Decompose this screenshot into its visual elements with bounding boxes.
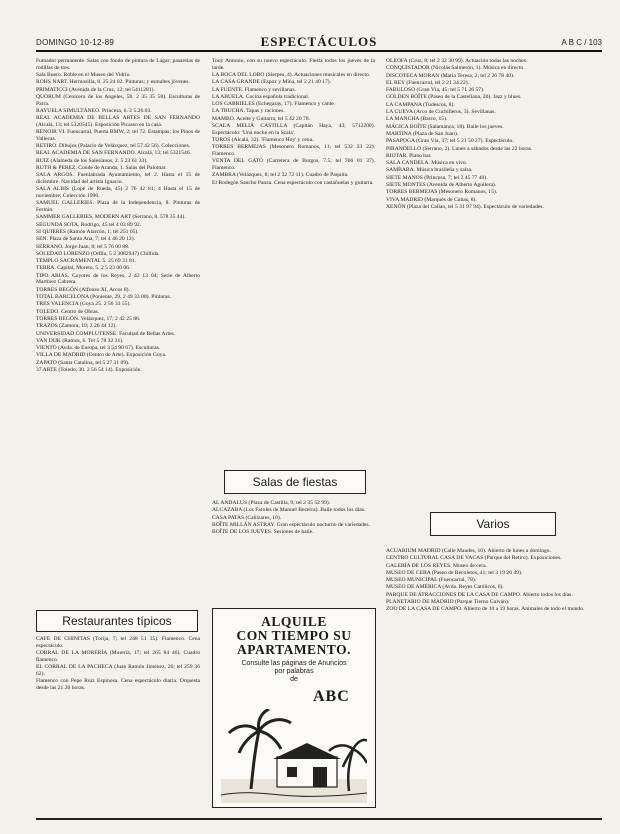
listing-entry: BOÎTE DE LOS JUEVES. Sesiones de baile.: [212, 529, 314, 536]
listing-entry: SOLEDAD LORENZO (Orfila, 5 2 3082947) Chillida.: [36, 250, 160, 257]
listing-entry: MÁGICA BOÎTE (Salamanca, 18). Baile los jueves.: [386, 123, 504, 130]
listing-entry: TORRES BEGÓN. Velázquez, 17; 2 42 25 86.: [36, 315, 141, 322]
listing-entry: LA TRUCHA. Tapas y raciones.: [212, 108, 285, 115]
listing-entry: LA MANCHA (Barco, 15).: [386, 116, 448, 123]
listing-entry: RUTH & PEREZ. Conde de Aranda, 1. Salas del Palomar.: [36, 165, 167, 172]
issue-date: DOMINGO 10-12-89: [36, 38, 115, 47]
ad-headline-line1: ALQUILE: [261, 614, 327, 629]
listing-entry: BOÎTE MILLÁN ASTRAY. Gran espectáculo nocturno de variedades.: [212, 521, 370, 528]
listing-entry: SALA ALBIS (Lope de Rueda, 45) 2 76 42 81; 4 Hasta el 15 de noviembre; Colección 1990.: [36, 186, 200, 200]
listing-entry: CASA PATAS (Cañizares, 10).: [212, 514, 282, 521]
listing-entry: ROHS NART. Hermosilla, 8. 25 24 02. Pinturas; y esmaltes jóvenes.: [36, 79, 190, 86]
listing-entry: REAL ACADEMIA DE BELLAS ARTES DE SAN FERNANDO (Alcalá, 13; tel 5320545). Esposición Picasso en la casa.: [36, 115, 200, 128]
listing-entry: Sala Buero. Roble en el Museo del Vidrio.: [36, 72, 131, 78]
listing-entry: SEGUNDA SOTA. Rodrigo, 45 tel 4 03 89 92.: [36, 221, 142, 228]
page-number: A B C / 103: [561, 38, 602, 47]
listing-entry: AL ANDALUS (Plaza de Castilla, 9; tel 2 35 52 99).: [212, 500, 331, 506]
restaurantes-heading-text: Restaurantes típicos: [62, 614, 172, 628]
listing-entry: SI QUIERES (Ramón Alarcón, 1; tel 251 05).: [36, 228, 139, 235]
listing-entry: VIVA MADRID (Marqués de Cubas, 8).: [386, 196, 477, 203]
listing-entry: TOTAL BARCELONA (Poniente, 29. 2 49 33 00). Pinturas.: [36, 294, 172, 301]
listing-entry: PLANETARIO DE MADRID (Parque Tierno Galván).: [386, 599, 510, 606]
listing-entry: 37 ARTE (Toledo, 30. 2 56 54 14). Exposición.: [36, 367, 142, 374]
page-bottom-rule: [36, 818, 602, 820]
salas-heading-text: Salas de fiestas: [252, 475, 338, 489]
listing-entry: SAMUEL GALLERIES. Plaza de la Independencia, 8. Pinturas de Fermin.: [36, 200, 200, 214]
listing-entry: RAYUELA SIMULTÁNEO. Princesa, 6. 2 5.26.03.: [36, 107, 152, 114]
listings-column-1: [36, 58, 200, 602]
listing-entry: RETIRO. Dibujos (Palacio de Velázquez, tel 57 42 56). Colecciones.: [36, 143, 191, 150]
listing-entry: ZAPATO (Santa Catalina, tel 5 27 31 09).: [36, 359, 130, 366]
ad-headline-line2: CON TIEMPO SU: [236, 628, 352, 643]
listing-entry: ZOO DE LA CASA DE CAMPO. Abierto de 10 a 19 horas. Animales de todo el mundo.: [386, 606, 585, 613]
listing-entry: TRES VALENCIA (Goya 25. 2 56 33 55).: [36, 301, 131, 308]
ad-subtext-line3: de: [290, 676, 298, 683]
varios-listings: [386, 548, 602, 808]
listing-entry: GOLDEN BOÎTE (Paseo de la Castellana, 20). Jazz y blues.: [386, 94, 522, 101]
listing-entry: FABULOSO (Gran Vía, 45; tel 5 71 26 57).: [386, 87, 485, 94]
listing-entry: LA CASA GRANDE (Espoz y Mina, tel 2 21 40 17).: [212, 79, 332, 86]
listing-entry: CENTRO CULTURAL CASA DE VACAS (Parque del Retiro). Exposiciones.: [386, 555, 562, 562]
listing-entry: SERRANO. Jorge Juan, 8; tel 5 76 00 88.: [36, 243, 130, 250]
page-header: [36, 34, 602, 52]
listing-entry: REAL ACADEMIA DE SAN FERNANDO. Alcalá, 13; tel 5321546.: [36, 150, 192, 157]
listing-entry: El Bodegón Sancho Panza. Cena espectáculo con castañuelas y guitarra.: [212, 179, 374, 186]
section-heading-salas: [224, 470, 366, 494]
listing-entry: TRAZOS (Zamora, 19; 2 26 44 12).: [36, 323, 117, 330]
listing-entry: TEMPLO SACRAMENTAL 5. 25 69 31 81.: [36, 258, 137, 265]
listing-entry: Tony Antonio, con su nuevo espectáculo. Fiesta todos los jueves de la tarde.: [212, 58, 375, 71]
listing-entry: LA FUENTE. Flamenco y sevillanas.: [212, 86, 296, 93]
listing-entry: Fumador permanente. Salas con fondo de pintura de Lagar; pasarelas de rodillas de tres.: [36, 58, 200, 71]
listing-entry: XENÓN (Plaza del Callao, tel 5 31 97 94). Espectáculo de variedades.: [386, 203, 544, 210]
listing-entry: ZAMBRA (Velázquez, 8; tel 2 32 72 11). Cuadro de Paquita.: [212, 172, 349, 179]
listing-entry: CORRAL DE LA MORERÍA (Morería, 17; tel 265 84 46). Cuadro flamenco.: [36, 650, 200, 663]
listing-entry: PRIMATICCI (Avenida de la Cruz, 12; tel 5411281).: [36, 86, 155, 93]
listing-entry: RUIZ (Alameda de los Salesianos, 2. 5 23 61 33).: [36, 157, 148, 164]
salas-listings: [212, 500, 375, 600]
ad-subtext: [213, 660, 375, 684]
listing-entry: LOS GABRIELES (Echegaray, 17). Flamenco y cante.: [212, 101, 336, 108]
listings-column-2: [212, 58, 375, 470]
listing-entry: EL CORRAL DE LA PACHECA (Juan Ramón Jiménez, 26; tel 259 36 62).: [36, 664, 200, 677]
listing-entry: SEN. Plaza de Santa Ana, 7; tel 4 46 20 12).: [36, 236, 135, 243]
listing-entry: CONQUISTADOR (Nicolás Salmerón, 1). Música en directo.: [386, 65, 525, 72]
section-heading-restaurantes: [36, 610, 198, 632]
listing-entry: PASAPOGA (Gran Vía, 37; tel 5 21 50 27). Espectáculo.: [386, 138, 514, 145]
listing-entry: LA ABUELA. Cocina española tradicional.: [212, 93, 310, 100]
classified-advertisement: [212, 608, 376, 808]
listing-entry: PIRANDELLO (Serrano, 2). Lunes a sábados desde las 22 horas.: [386, 145, 533, 152]
listing-entry: SAMBABA. Música brasileña y salsa.: [386, 167, 473, 174]
ad-subtext-line1: Consulte las páginas de Anuncios: [241, 660, 347, 667]
listing-entry: SIETE MANOS (Princesa, 7; tel 2 45 77 40).: [386, 174, 488, 181]
listing-entry: CAFÉ DE CHINITAS (Torija, 7; tel 248 51 35). Flamenco. Cena espectáculo.: [36, 636, 200, 649]
ad-headline-line3: APARTAMENTO.: [237, 642, 351, 657]
listing-entry: TORRES BEGÓN (Alfonso XI, Arcos 8).: [36, 286, 130, 293]
listing-entry: VIENTO (Avda. de Europa, tel 3 54 90 67). Esculturas.: [36, 345, 161, 352]
listings-column-3: [386, 58, 602, 510]
listing-entry: MUSEO MUNICIPAL (Fuencarral, 78).: [386, 577, 477, 584]
listing-entry: TORRES BERMEJAS (Mesonero Romanos, 11; tel 532 33 22). Flamenco.: [212, 144, 375, 158]
listing-entry: TORRES BERMEJAS (Mesonero Romanos, 15).: [386, 189, 498, 196]
listing-entry: MARTINA (Plaza de San Juan).: [386, 130, 459, 137]
listing-entry: MUSEO DE CERA (Paseo de Recoletos, 41; tel 3 19 26 49).: [386, 569, 523, 576]
listing-entry: QUORUM (Cenicero de los Angeles, 58. 2 35 35 58). Esculturas de Parra.: [36, 93, 200, 107]
listing-entry: SALA CANDELA. Música en vivo.: [386, 160, 468, 167]
listing-entry: LA BOCA DEL LOBO (Sierpes, 4). Actuaciones musicales en directo.: [212, 72, 371, 78]
listing-entry: PARQUE DE ATRACCIONES DE LA CASA DE CAMPO. Abierto todos los días.: [386, 591, 573, 598]
listing-entry: SCALA MELIÁ CASTILLA (Capitán Haya, 43; 5712200). Espectáculo: 'Una noche en la Scala'.: [212, 123, 375, 136]
listing-entry: SAMMER GALLERIES, MODERN ART (Serrano, 8. 578 35 44).: [36, 214, 186, 221]
listing-entry: UNIVERSIDAD COMPLUTENSE. Facultad de Bellas Artes.: [36, 330, 176, 337]
listing-entry: DISCOTECA MORAN (Maria Teresa, 2; tel 2 26 78 40).: [386, 72, 515, 79]
listing-entry: TOLEDO. Centro de Obras.: [36, 308, 100, 315]
listing-entry: MUSEO DE AMÉRICA (Avda. Reyes Católicos, 6).: [386, 584, 504, 591]
listing-entry: RIOTAR. Piano bar.: [386, 152, 432, 159]
listing-entry: VENTA DEL GATO (Carretera de Burgos, 7.5; tel 766 01 37). Flamenco.: [212, 158, 375, 172]
ad-subtext-line2: por palabras: [274, 668, 314, 675]
abc-logo: ABC: [313, 688, 350, 705]
restaurantes-listings: [36, 636, 200, 808]
listing-entry: EL REY (Fuencarral, tel 2 21 34 22).: [386, 79, 470, 86]
listing-entry: TIPO ARIAS. Coyotes de los Reyes, 2 42 13 04; Serie de Alberto Martínez Cabrera.: [36, 272, 200, 286]
listing-entry: Flamenco con Pepe Ruiz Espinosa. Cena espectáculo diaria. Orquesta desde las 21.30 horas.: [36, 678, 200, 691]
listing-entry: ACUARIUM MADRID (Calle Maudes, 10). Abierto de lunes a domingo.: [386, 548, 551, 554]
listing-entry: LA CAMPANA (Tudescos, 8).: [386, 101, 455, 108]
listing-entry: TOROS (Alcalá, 32). 'Flamenco Hoy' y cena.: [212, 137, 314, 144]
listing-entry: RENOIR VI. Fuencarral, Puerta BMW, 2; tel 72. Estampas; los Pinos de Vallecas.: [36, 129, 200, 142]
section-heading-varios: [430, 512, 556, 536]
listing-entry: VILLA DE MADRID (Centro de Arte). Exposición Goya.: [36, 352, 167, 359]
listing-entry: GALERÍA DE LOS REYES. Museo de cera.: [386, 562, 487, 569]
listing-entry: ALCAZABA (Los Faroles de Manuel Becerra). Baile todos los días.: [212, 507, 366, 514]
listing-entry: SALA ARGOS. Fuenlabrada Ayuntamiento, tel 2. Hasta el 15 de diciembre. Navidad del artista Ignacio.: [36, 172, 200, 186]
listing-entry: LA CUEVA (Arco de Cuchilleros, 3). Sevillanas.: [386, 109, 496, 116]
listing-entry: MAMBO. Aceite y Guitarra, tel 5 42 20 78.: [212, 115, 311, 122]
listing-entry: TERRA. Capital, Moreto, 5. 2 5 23 00 06.: [36, 265, 131, 272]
varios-heading-text: Varios: [476, 517, 510, 531]
section-title: ESPECTÁCULOS: [260, 34, 378, 49]
listing-entry: OLEOFA (Cruz, 8; tel 2 32 30 99). Actuación todas las noches.: [386, 58, 528, 64]
listing-entry: VAN DIJK (Ramos, 6. Tel 5 78 32 31).: [36, 337, 124, 344]
palm-tree-house-illustration: [221, 709, 367, 803]
listing-entry: SIETE MONTES (Avenida de Alberto Aguilera).: [386, 182, 497, 189]
